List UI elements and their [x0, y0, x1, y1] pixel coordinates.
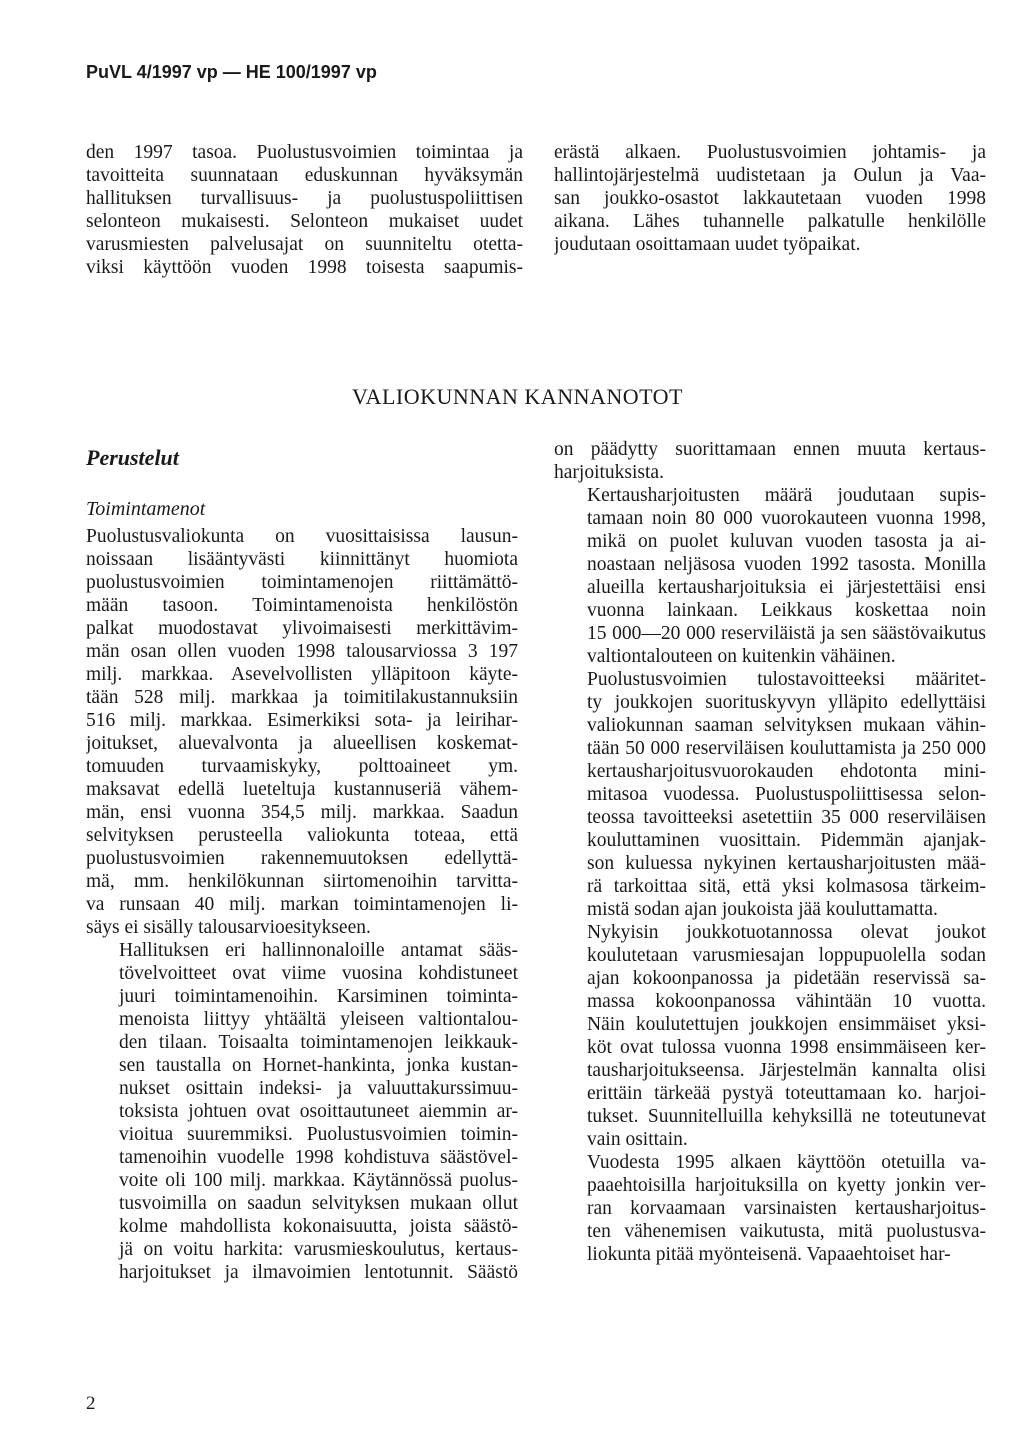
text-line: Näin koulutettujen joukkojen ensimmäiset yksi-: [587, 1014, 986, 1035]
text-line: viksi käyttöön vuoden 1998 toisesta saapumis-: [86, 257, 523, 278]
body-paragraph: [554, 438, 986, 484]
text-line: aikana. Lähes tuhannelle palkatulle henkilölle: [554, 211, 986, 232]
text-line: harjoitukset ja ilmavoimien lentotunnit. Säästö: [119, 1262, 518, 1283]
text-line: noastaan neljäsosa vuoden 1992 tasosta. Monilla: [587, 554, 986, 575]
body-paragraph: [554, 921, 986, 1151]
text-line: ran korvaamaan varsinaisten kertausharjoitus-: [587, 1198, 986, 1219]
main-right-column: [554, 438, 986, 1266]
text-line: valiokunnan saaman selvityksen mukaan vähin-: [587, 715, 986, 736]
text-line: Hallituksen eri hallinnonaloille antamat sääs-: [119, 940, 518, 961]
text-line: tavoitteita suunnataan eduskunnan hyväksymän: [86, 165, 523, 186]
text-line: erittäin tärkeää pystyä toteuttamaan ko. harjoi-: [587, 1083, 986, 1104]
text-line: va runsaan 40 milj. markan toimintamenojen li-: [86, 894, 518, 915]
text-line: kertausharjoitusvuorokauden ehdotonta mini-: [587, 761, 986, 782]
text-line: vuonna lainkaan. Leikkaus koskettaa noin: [587, 600, 986, 621]
body-paragraph: [86, 525, 518, 939]
intro-right-column: [554, 141, 986, 256]
text-line: san joukko-osastot lakkautetaan vuoden 1998: [554, 188, 986, 209]
text-line: liokunta pitää myönteisenä. Vapaaehtoiset har-: [587, 1244, 951, 1265]
text-line: kolme mahdollista kokonaisuutta, joista säästö-: [119, 1216, 518, 1237]
text-line: ajan kokoonpanossa ja pidetään reservissä sa-: [587, 968, 986, 989]
text-line: tään 50 000 reserviläisen kouluttamista ja 250 000: [587, 738, 986, 759]
text-line: vioitua suuremmiksi. Puolustusvoimien toimin-: [119, 1124, 518, 1145]
text-line: puolustusvoimien toimintamenojen riittämättö-: [86, 572, 518, 593]
text-line: selvityksen perusteella valiokunta toteaa, että: [86, 825, 518, 846]
text-line: tausharjoitukseensa. Järjestelmän kannalta olisi: [587, 1060, 986, 1081]
text-line: rä tarkoittaa sitä, että yksi kolmasosa tärkeim-: [587, 876, 986, 897]
text-line: massa kokoonpanossa vähintään 10 vuotta.: [587, 991, 986, 1012]
text-line: valtiontalouteen on kuitenkin vähäinen.: [587, 646, 896, 667]
intro-right-paragraph: [554, 141, 986, 256]
text-line: maksavat edellä lueteltuja kustannuseriä vähem-: [86, 779, 518, 800]
text-line: nukset osittain indeksi- ja valuuttakurssimuu-: [119, 1078, 518, 1099]
text-line: Kertausharjoitusten määrä joudutaan supis-: [587, 485, 986, 506]
body-paragraph: [554, 668, 986, 921]
text-line: den 1997 tasoa. Puolustusvoimien toimintaa ja: [86, 142, 523, 163]
subheading: Toimintamenot: [86, 498, 206, 520]
text-line: mä, mm. henkilökunnan siirtomenoihin tarvitta-: [86, 871, 518, 892]
text-line: erästä alkaen. Puolustusvoimien johtamis- ja: [554, 142, 986, 163]
running-head: PuVL 4/1997 vp — HE 100/1997 vp: [86, 62, 377, 82]
text-line: on päädytty suorittamaan ennen muuta kertaus-: [554, 439, 986, 460]
text-line: mitasoa vuodessa. Puolustuspoliittisessa selon-: [587, 784, 986, 805]
body-paragraph: [86, 939, 518, 1284]
text-line: juuri toimintamenoihin. Karsiminen toiminta-: [119, 986, 518, 1007]
body-paragraph: [554, 1151, 986, 1266]
text-line: tövelvoitteet ovat viime vuosina kohdistuneet: [119, 963, 518, 984]
text-line: Puolustusvoimien tulostavoitteeksi määritet-: [587, 669, 986, 690]
text-line: voite oli 100 milj. markkaa. Käytännössä puolus-: [119, 1170, 518, 1191]
text-line: alueilla kertausharjoituksia ei järjestettäisi ensi: [587, 577, 986, 598]
text-line: kouluttaminen vuosittain. Pidemmän ajanjak-: [587, 830, 986, 851]
text-line: hallituksen turvallisuus- ja puolustuspoliittisen: [86, 188, 523, 209]
text-line: palkat muodostavat ylivoimaisesti merkittävim-: [86, 618, 518, 639]
text-line: jä on voitu harkita: varusmieskoulutus, kertaus-: [119, 1239, 518, 1260]
text-line: säys ei sisälly talousarvioesitykseen.: [86, 917, 371, 938]
text-line: tamenoihin vuodelle 1998 kohdistuva säästövel-: [119, 1147, 518, 1168]
side-heading: Perustelut: [86, 445, 179, 470]
text-line: harjoituksista.: [554, 462, 664, 483]
text-line: köt ovat tulossa vuonna 1998 ensimmäiseen ker-: [587, 1037, 986, 1058]
text-line: joudutaan osoittamaan uudet työpaikat.: [554, 234, 861, 255]
body-paragraph: [554, 484, 986, 668]
page-number: 2: [86, 1393, 96, 1414]
text-line: paaehtoisilla harjoituksilla on kyetty jonkin ver-: [587, 1175, 986, 1196]
text-line: puolustusvoimien rakennemuutoksen edellyttä-: [86, 848, 518, 869]
text-line: Vuodesta 1995 alkaen käyttöön otetuilla va-: [587, 1152, 986, 1173]
section-title: VALIOKUNNAN KANNANOTOT: [352, 384, 683, 409]
text-line: män osan ollen vuoden 1998 talousarviossa 3 197: [86, 641, 518, 662]
text-line: ty joukkojen suorituskyvyn ylläpito edellyttäisi: [587, 692, 986, 713]
text-line: selonteon mukaisesti. Selonteon mukaiset uudet: [86, 211, 523, 232]
text-line: tukset. Suunnitelluilla kehyksillä ne toteutunevat: [587, 1106, 986, 1127]
text-line: tään 528 milj. markkaa ja toimitilakustannuksiin: [86, 687, 518, 708]
text-line: den tilaan. Toisaalta toimintamenojen leikkauk-: [119, 1032, 518, 1053]
text-line: ten vähenemisen vaikutusta, mitä puolustusva-: [587, 1221, 986, 1242]
text-line: son kuluessa nykyinen kertausharjoitusten mää-: [587, 853, 986, 874]
intro-left-paragraph: [86, 141, 523, 279]
text-line: tomuuden turvaamiskyky, polttoaineet ym.: [86, 756, 518, 777]
text-line: 516 milj. markkaa. Esimerkiksi sota- ja leirihar-: [86, 710, 518, 731]
text-line: tusvoimilla on saadun selvityksen mukaan ollut: [119, 1193, 518, 1214]
main-left-column: [86, 525, 518, 1284]
text-line: tamaan noin 80 000 vuorokauteen vuonna 1998,: [587, 508, 986, 529]
text-line: teossa tavoitteeksi asetettiin 35 000 reserviläisen: [587, 807, 986, 828]
text-line: Nykyisin joukkotuotannossa olevat joukot: [587, 922, 986, 943]
text-line: mään tasoon. Toimintamenoista henkilöstön: [86, 595, 518, 616]
text-line: mikä on puolet kuluvan vuoden tasosta ja ai-: [587, 531, 986, 552]
text-line: sen taustalla on Hornet-hankinta, jonka kustan-: [119, 1055, 518, 1076]
text-line: milj. markkaa. Asevelvollisten ylläpitoon käyte-: [86, 664, 518, 685]
text-line: män, ensi vuonna 354,5 milj. markkaa. Saadun: [86, 802, 518, 823]
text-line: hallintojärjestelmä uudistetaan ja Oulun ja Vaa-: [554, 165, 986, 186]
intro-left-column: [86, 141, 523, 279]
text-line: mistä sodan ajan joukoista jää kouluttamatta.: [587, 899, 938, 920]
text-line: joitukset, aluevalvonta ja alueellisen koskemat-: [86, 733, 518, 754]
text-line: noissaan lisääntyvästi kiinnittänyt huomiota: [86, 549, 518, 570]
text-line: 15 000—20 000 reserviläistä ja sen säästövaikutus: [587, 623, 986, 644]
text-line: koulutetaan varusmiesajan loppupuolella sodan: [587, 945, 986, 966]
text-line: varusmiesten palvelusajat on suunniteltu otetta-: [86, 234, 523, 255]
text-line: Puolustusvaliokunta on vuosittaisissa lausun-: [86, 526, 518, 547]
text-line: toksista johtuen ovat osoittautuneet aiemmin ar-: [119, 1101, 518, 1122]
text-line: vain osittain.: [587, 1129, 688, 1150]
text-line: menoista liittyy yhtäältä yleiseen valtiontalou-: [119, 1009, 518, 1030]
